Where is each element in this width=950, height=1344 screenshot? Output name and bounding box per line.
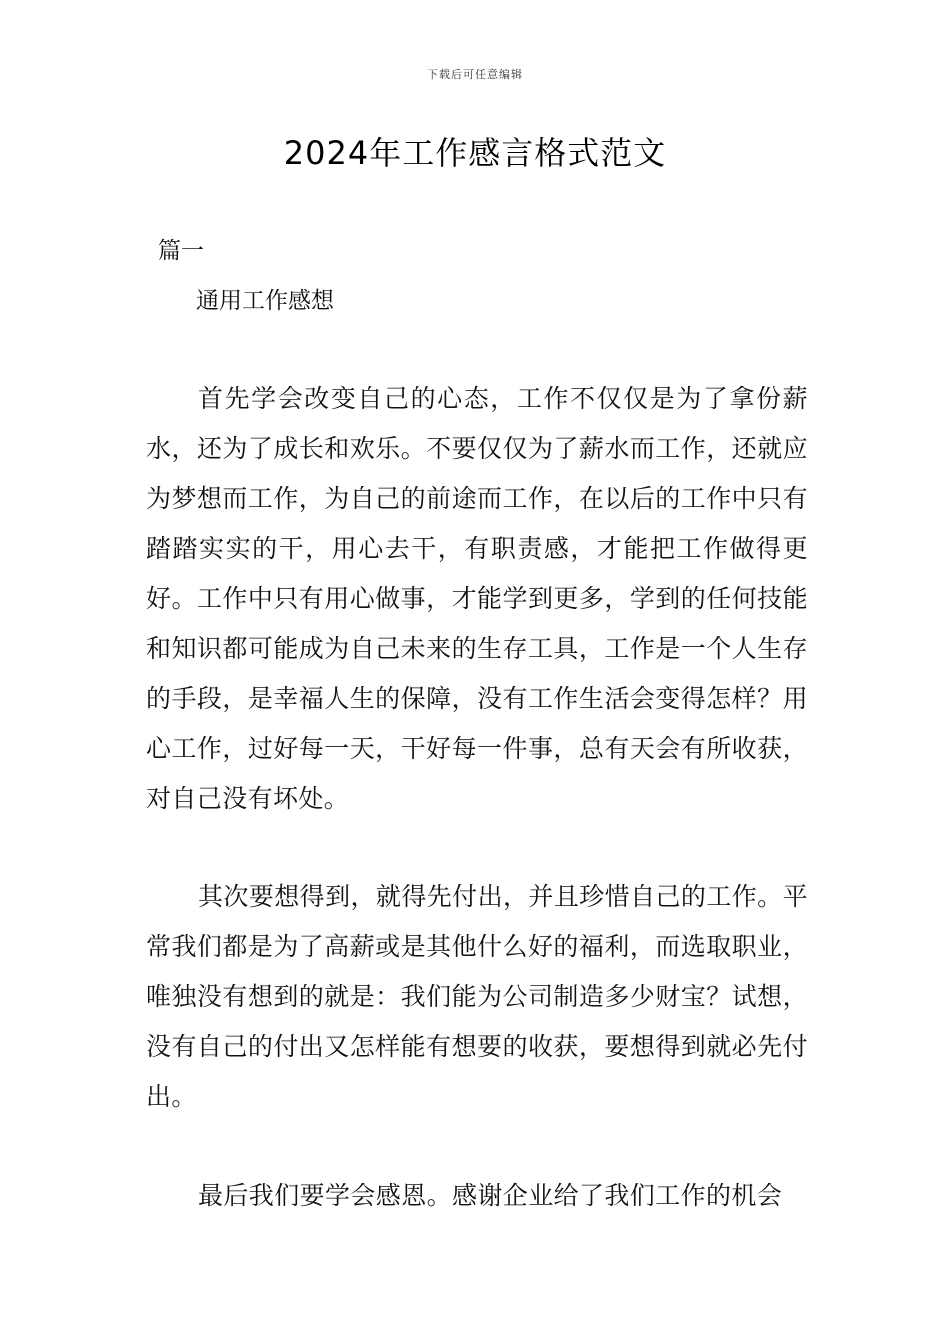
paragraph-1: 首先学会改变自己的心态，工作不仅仅是为了拿份薪水，还为了成长和欢乐。不要仅仅为了薪水而工作，还就应为梦想而工作，为自己的前途而工作，在以后的工作中只有踏踏实实的干，用心去干，有职责感，才能把工作做得更好。工作中只有用心做事，才能学到更多，学到的任何技能和知识都可能成为自己未来的生存工具，工作是一个人生存的手段，是幸福人生的保障，没有工作生活会变得怎样？用心工作，过好每一天，干好每一件事，总有天会有所收获，对自己没有坏处。 — [146, 384, 808, 813]
paragraph-2: 其次要想得到，就得先付出，并且珍惜自己的工作。平常我们都是为了高薪或是其他什么好的福利，而选取职业，唯独没有想到的就是：我们能为公司制造多少财宝？试想，没有自己的付出又怎样能有想要的收获，要想得到就必先付出。 — [146, 882, 808, 1111]
subheading: 通用工作感想 — [196, 288, 334, 314]
section-label: 篇一 — [158, 238, 204, 264]
paragraph-3: 最后我们要学会感恩。感谢企业给了我们工作的机会 — [198, 1181, 783, 1210]
header-note: 下载后可任意编辑 — [427, 68, 523, 81]
document-title: 2024年工作感言格式范文 — [283, 134, 667, 172]
